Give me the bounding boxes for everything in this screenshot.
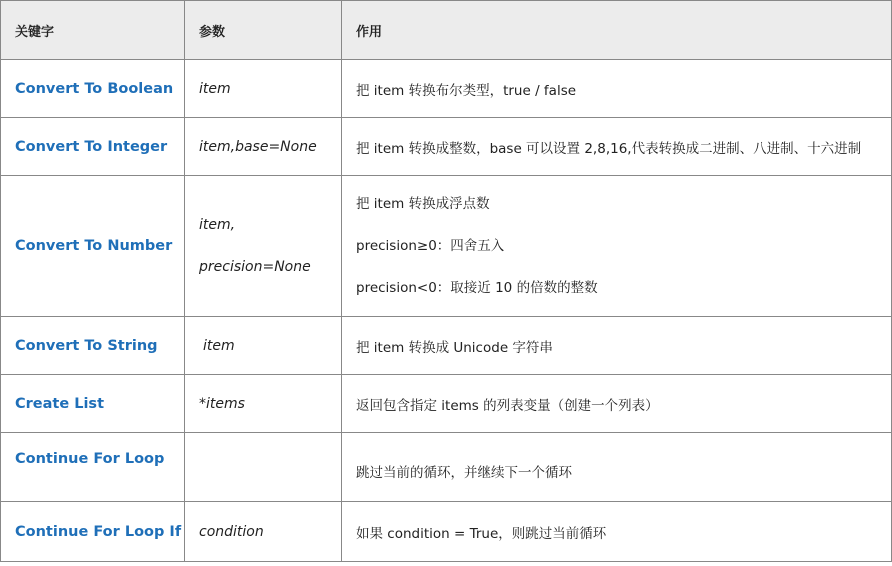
keyword-cell: Convert To Boolean: [1, 60, 185, 118]
usage-cell: 把 item 转换成整数，base 可以设置 2,8,16,代表转换成二进制、八进制、十六进制: [342, 118, 892, 176]
table-row: [1, 433, 892, 502]
param-cell: item,base=None: [185, 118, 342, 176]
usage-line: 把 item 转换成浮点数: [356, 196, 490, 212]
param-cell: [185, 433, 342, 502]
usage-cell: 跳过当前的循环，并继续下一个循环: [342, 433, 892, 502]
table-row: [1, 375, 892, 433]
table-header-row: [1, 1, 892, 60]
table-row: [1, 60, 892, 118]
param-cell: item: [185, 60, 342, 118]
table-row: [1, 176, 892, 317]
usage-cell: 如果 condition = True，则跳过当前循环: [342, 502, 892, 562]
param-cell: [185, 176, 342, 317]
usage-line: precision<0：取接近 10 的倍数的整数: [356, 280, 598, 296]
keyword-cell: Continue For Loop: [1, 433, 185, 502]
table-row: [1, 317, 892, 375]
usage-line: precision≥0：四舍五入: [356, 238, 505, 254]
header-usage: 作用: [342, 1, 892, 60]
usage-cell: 返回包含指定 items 的列表变量（创建一个列表）: [342, 375, 892, 433]
header-keyword: 关键字: [1, 1, 185, 60]
keyword-cell: Create List: [1, 375, 185, 433]
keyword-cell: Convert To String: [1, 317, 185, 375]
param-cell: condition: [185, 502, 342, 562]
usage-cell: 把 item 转换成 Unicode 字符串: [342, 317, 892, 375]
param-cell: item: [185, 317, 342, 375]
param-line: item,: [199, 217, 236, 233]
table-row: [1, 502, 892, 562]
usage-cell: 把 item 转换布尔类型，true / false: [342, 60, 892, 118]
header-params: 参数: [185, 1, 342, 60]
keyword-cell: Convert To Number: [1, 176, 185, 317]
keyword-cell: Continue For Loop If: [1, 502, 185, 562]
param-cell: *items: [185, 375, 342, 433]
param-line: precision=None: [199, 259, 311, 275]
table-row: [1, 118, 892, 176]
usage-cell: [342, 176, 892, 317]
keyword-cell: Convert To Integer: [1, 118, 185, 176]
